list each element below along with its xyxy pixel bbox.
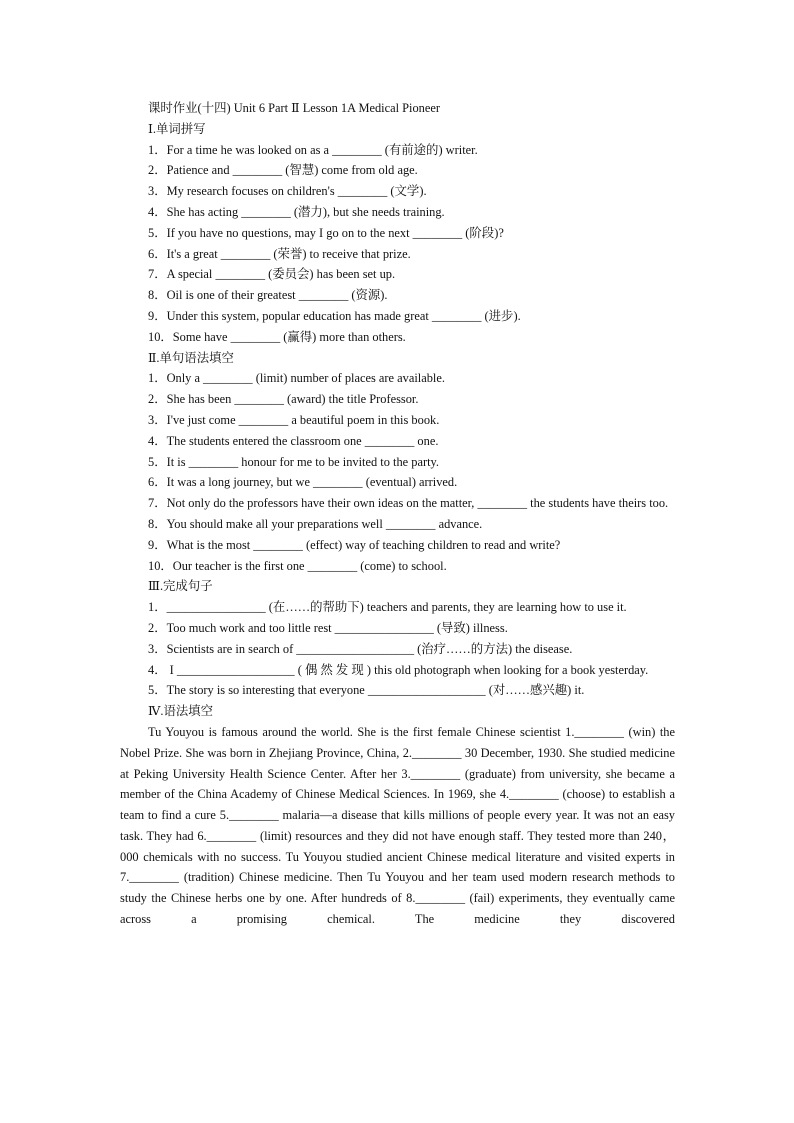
section-heading-sentences: Ⅲ.完成句子 [148, 579, 213, 594]
section-heading-grammar: Ⅱ.单句语法填空 [148, 350, 234, 365]
sentence-item: 2．Too much work and too little rest ________________ (导致) illness. [148, 620, 508, 635]
spelling-item: 7．A special ________ (委员会) has been set up. [148, 267, 396, 282]
spelling-item: 1．For a time he was looked on as a ________ (有前途的) writer. [148, 142, 478, 157]
sentence-item: 3．Scientists are in search of ___________________ (治疗……的方法) the disease. [148, 641, 573, 656]
grammar-item: 3．I've just come ________ a beautiful poem in this book. [148, 412, 440, 427]
grammar-item: 7．Not only do the professors have their own ideas on the matter, ________ the students have theirs too. [148, 496, 669, 511]
spelling-item: 10．Some have ________ (赢得) more than others. [148, 329, 406, 344]
spelling-item: 9．Under this system, popular education has made great ________ (进步). [148, 308, 521, 323]
grammar-item: 1．Only a ________ (limit) number of places are available. [148, 371, 445, 386]
spelling-item: 6．It's a great ________ (荣誉) to receive that prize. [148, 246, 411, 261]
spelling-item: 8．Oil is one of their greatest ________ (资源). [148, 288, 388, 303]
section-heading-cloze: Ⅳ.语法填空 [148, 704, 214, 719]
sentence-item: 5．The story is so interesting that everyone ___________________ (对……感兴趣) it. [148, 683, 585, 698]
grammar-item: 8．You should make all your preparations well ________ advance. [148, 516, 483, 531]
spelling-item: 2．Patience and ________ (智慧) come from old age. [148, 163, 418, 178]
spelling-item: 4．She has acting ________ (潜力), but she needs training. [148, 204, 445, 219]
cloze-passage: Tu Youyou is famous around the world. She is the first female Chinese scientist 1.________ (win) the Nobel Prize. She was born in Zhejiang Province, China, 2.________ 30 December, 1930. She studied medicine at Peking University Health Science Center. After her 3.________ (graduate) from university, she became a member of the China Academy of Chinese Medical Sciences. In 1969, she 4.________ (choose) to establish a team to find a cure 5.________ malaria—a disease that kills millions of people every year. It was not an easy task. They had 6.________ (limit) resources and they did not have enough staff. They tested more than 240，000 chemicals with no success. Tu Youyou studied ancient Chinese medical literature and visited experts in 7.________ (tradition) Chinese medicine. Then Tu Youyou and her team used modern research methods to study the Chinese herbs one by one. After hundreds of 8.________ (fail) experiments, they eventually came across a promising chemical. The medicine they discovered [120, 724, 675, 927]
worksheet-page [120, 98, 675, 930]
grammar-item: 5．It is ________ honour for me to be invited to the party. [148, 454, 440, 469]
spelling-item: 5．If you have no questions, may I go on to the next ________ (阶段)? [148, 225, 504, 240]
grammar-item: 10．Our teacher is the first one ________ (come) to school. [148, 558, 447, 573]
grammar-item: 2．She has been ________ (award) the title Professor. [148, 392, 419, 407]
grammar-item: 4．The students entered the classroom one ________ one. [148, 433, 439, 448]
sentence-item: 1．________________ (在……的帮助下) teachers and parents, they are learning how to use it. [148, 600, 627, 615]
sentence-item: 4． I ___________________ ( 偶 然 发 现 ) this old photograph when looking for a book yesterday. [148, 662, 649, 677]
grammar-item: 9．What is the most ________ (effect) way of teaching children to read and write? [148, 537, 561, 552]
worksheet-title: 课时作业(十四) Unit 6 Part Ⅱ Lesson 1A Medical Pioneer [148, 101, 440, 115]
section-heading-spelling: Ⅰ.单词拼写 [148, 121, 206, 136]
spelling-item: 3．My research focuses on children's ________ (文学). [148, 184, 427, 199]
grammar-item: 6．It was a long journey, but we ________ (eventual) arrived. [148, 475, 458, 490]
